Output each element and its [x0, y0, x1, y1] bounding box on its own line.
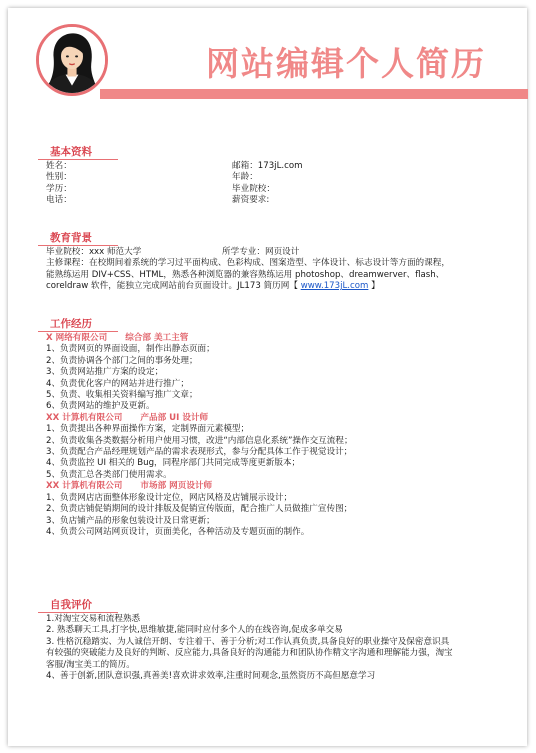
job-item: 4、负责监控 UI 相关的 Bug，同程序部门共同完成等度更新版本；: [46, 458, 301, 469]
job-item: 3、负店铺产品的形象包装设计及日常更新；: [46, 515, 215, 526]
degree-field: 学历：: [46, 183, 72, 194]
job-dept: 产品部 UI 设计师: [140, 412, 209, 423]
education-courses-line: 主修课程：在校期间着系统的学习过平面构成、色彩构成、图案造型、字体设计、标志设计等方面的课程，: [46, 258, 450, 269]
self-evaluation-line: 3. 性格沉稳踏实、为人诚信开朗、专注着干、善于分析;对工作认真负责,具备良好的职业操守及保密意识具: [46, 636, 450, 647]
name-field: 姓名：: [46, 161, 72, 171]
job-item: 5、负责汇总各类部门使用需求。: [46, 469, 172, 480]
education-courses-line: 能熟练运用 DIV+CSS、HTML，熟悉各种浏览器的兼容熟练运用 photoshop、dreamwerver、flash、: [46, 269, 445, 280]
website-link[interactable]: www.173jL.com: [300, 281, 369, 292]
job-item: 4、负责公司网站网页设计，页面美化，各种活动及专题页面的制作。: [46, 526, 310, 537]
education-school: 毕业院校：xxx 师范大学: [46, 247, 142, 257]
section-underline: [38, 612, 118, 613]
self-evaluation-section: [46, 600, 518, 682]
job-dept: 综合部 美工主管: [125, 333, 189, 343]
job-item: 6、负责网站的维护及更新。: [46, 401, 155, 412]
job-company-line: [46, 481, 518, 492]
job-dept: 市场部 网页设计师: [140, 481, 213, 492]
job-item: 3、负责网站推广方案的设定；: [46, 367, 164, 378]
job-item: 2、负责店铺促销期间的设计排版及促销宣传版面，配合推广人员做推广宣传图；: [46, 504, 353, 515]
section-underline: [38, 331, 118, 332]
title-accent-bar: [100, 89, 528, 99]
job-company-line: [46, 413, 518, 424]
email-field: 邮箱：173jL.com: [232, 161, 303, 171]
job-company: XX 计算机有限公司: [46, 481, 123, 492]
job-item: 3、负责配合产品经理规划产品的需求表现形式，参与分配具体工作于视觉设计；: [46, 447, 353, 458]
work-section: [46, 319, 518, 538]
job-item: 4、负责优化客户的网站并进行推广；: [46, 378, 189, 389]
job-item: 2、负责收集各类数据分析用户使用习惯，改进“内部信息化系统”操作交互流程；: [46, 435, 353, 446]
salary-field: 薪资要求:: [232, 195, 270, 206]
age-field: 年龄：: [232, 172, 258, 183]
job-company: X 网络有限公司: [46, 333, 108, 343]
self-evaluation-line: 1.对淘宝交易和流程熟悉: [46, 614, 141, 624]
resume-title: 网站编辑个人简历: [206, 44, 486, 83]
job-item: 5、负责、收集相关资料编写推广文章；: [46, 390, 198, 401]
work-heading: 工作经历: [50, 318, 92, 330]
basic-info-heading: 基本资料: [50, 146, 92, 158]
self-evaluation-heading: 自我评价: [50, 599, 92, 611]
section-underline: [38, 245, 118, 246]
basic-info-section: [46, 147, 518, 207]
education-major: 所学专业：网页设计: [222, 247, 300, 257]
job-company-line: [46, 333, 518, 344]
self-evaluation-line: 4、善于创新,团队意识强,真善美!喜欢讲求效率,注重时间观念,虽然资历不高但愿意学习: [46, 671, 376, 682]
job-company: XX 计算机有限公司: [46, 412, 123, 423]
self-evaluation-line: 客服/淘宝美工的简历。: [46, 659, 135, 670]
courses-text-end: 】: [371, 281, 380, 292]
education-heading: 教育背景: [50, 232, 92, 244]
self-evaluation-line: 2. 熟悉聊天工具,打字快,思维敏捷,能同时应付多个人的在线咨询,促成多单交易: [46, 625, 343, 636]
education-section: [46, 233, 518, 293]
courses-text: coreldraw 软件，能独立完成网站前台页面设计。JL173 简历网【: [46, 281, 298, 292]
job-item: 1、负责网页的界面设面，制作出静态页面；: [46, 344, 215, 355]
phone-field: 电话：: [46, 195, 72, 206]
self-evaluation-line: 有较强的突破能力及良好的判断、反应能力,具备良好的沟通能力和团队协作精文字沟通和理解能力强，淘宝: [46, 648, 453, 659]
section-underline: [38, 159, 118, 160]
education-courses-line: [46, 281, 518, 292]
avatar: [36, 24, 108, 96]
job-item: 2、负责协调各个部门之间的事务处理；: [46, 355, 198, 366]
job-item: 1、负责提出各种界面操作方案，定制界面元素模型；: [46, 424, 250, 435]
job-item: 1、负责网店店面整体形象设计定位，网店风格及店铺展示设计；: [46, 492, 293, 503]
gender-field: 性别：: [46, 172, 72, 183]
school-field: 毕业院校：: [232, 183, 275, 194]
woman-avatar-icon: [39, 27, 105, 93]
resume-page: [8, 8, 527, 746]
